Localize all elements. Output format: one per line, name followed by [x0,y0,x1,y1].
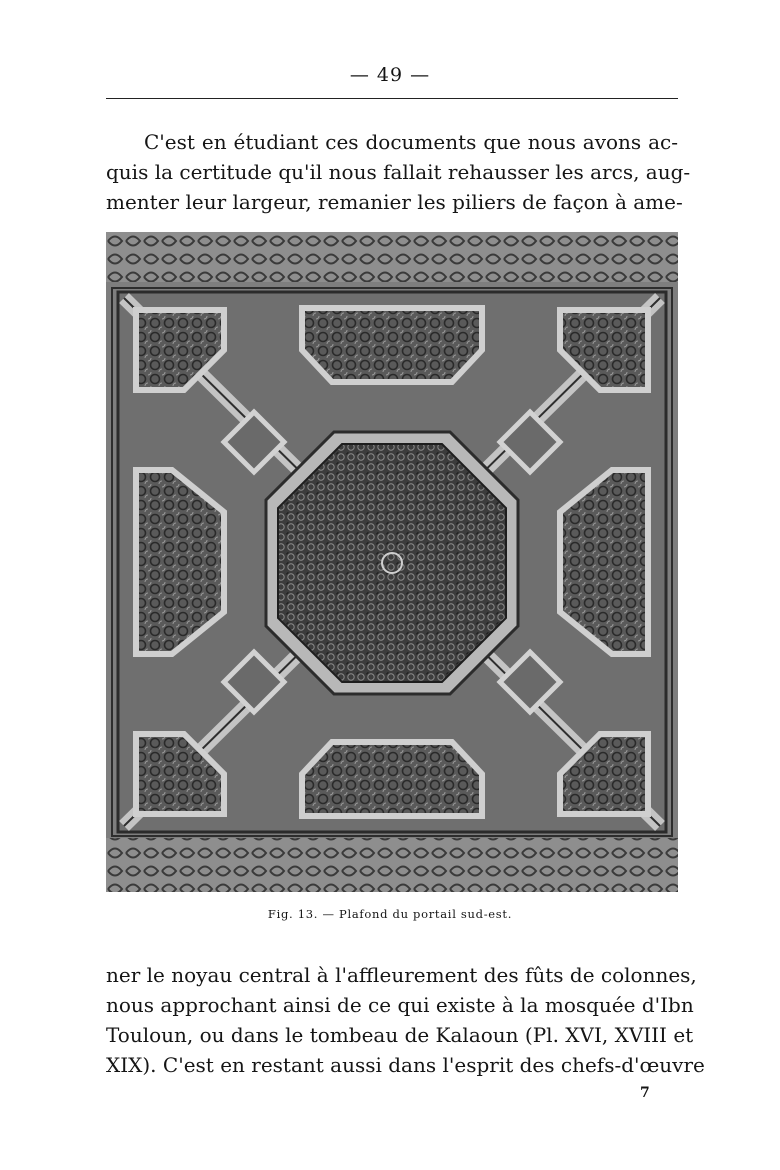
paragraph-top [106,127,691,217]
header-rule [106,98,678,99]
text-line: ner le noyau central à l'affleurement des fûts de colonnes, [106,963,697,987]
text-line: menter leur largeur, remanier les piliers de façon à ame- [106,190,683,214]
text-line: XIX). C'est en restant aussi dans l'esprit des chefs-d'œuvre [106,1053,705,1077]
signature-mark: 7 [640,1085,650,1101]
figure-caption: Fig. 13. — Plafond du portail sud-est. [267,907,513,921]
text-line: C'est en étudiant ces documents que nous avons ac- [144,130,678,154]
ceiling-photograph [106,232,678,892]
text-line: nous approchant ainsi de ce qui existe à la mosquée d'Ibn [106,993,694,1017]
page-number: — 49 — [349,64,431,86]
paragraph-bottom [106,960,705,1080]
text-line: Touloun, ou dans le tombeau de Kalaoun (Pl. XVI, XVIII et [106,1023,694,1047]
text-line: quis la certitude qu'il nous fallait rehausser les arcs, aug- [106,160,691,184]
